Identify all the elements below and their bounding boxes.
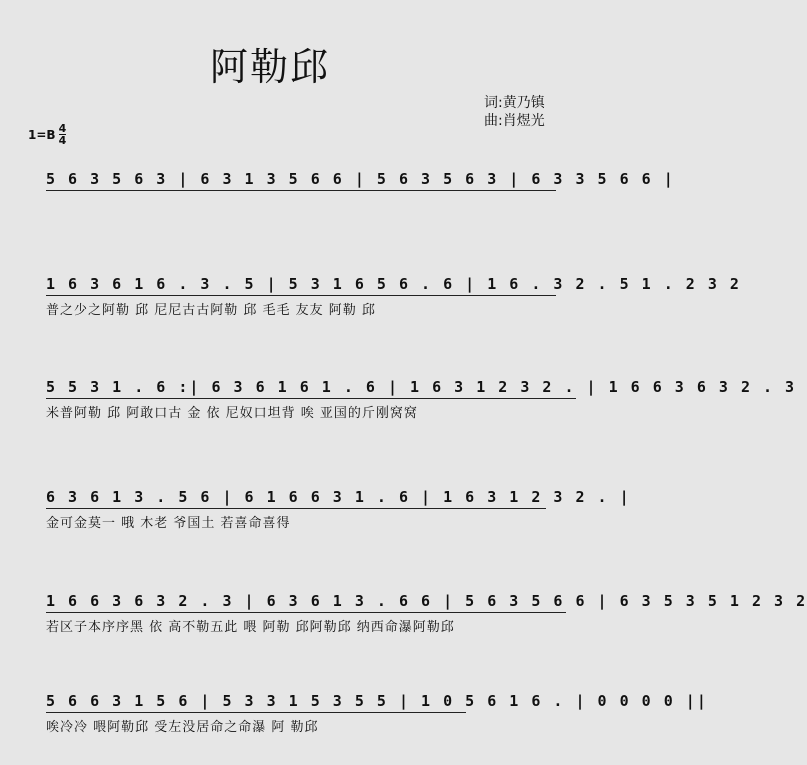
key-label: 1=B — [28, 127, 56, 142]
score-row-4 — [0, 488, 631, 548]
beam-line — [46, 190, 556, 191]
score-lyrics: 唉冷冷 喂阿勒邱 受左没居命之命瀑 阿 勒邱 — [46, 720, 319, 735]
score-lyrics: 若区子本序序黑 依 高不勒五此 喂 阿勒 邱阿勒邱 纳西命瀑阿勒邱 — [46, 620, 455, 635]
score-row-5 — [0, 592, 807, 652]
score-lyrics: 普之少之阿勒 邱 尼尼古古阿勒 邱 毛毛 友友 阿勒 邱 — [46, 303, 376, 318]
score-row-3 — [0, 378, 797, 438]
score-notes: 5 6 6 3 1 5 6 | 5 3 3 1 5 3 5 5 | 1 0 5 6 1 6 . | 0 0 0 0 || — [46, 692, 708, 710]
beam-line — [46, 295, 556, 296]
time-signature-bottom: 4 — [58, 134, 67, 147]
score-lyrics: 金可金莫一 哦 木老 爷国土 若喜命喜得 — [46, 516, 291, 531]
beam-line — [46, 712, 466, 713]
score-row-2 — [0, 275, 741, 335]
score-notes: 6 3 6 1 3 . 5 6 | 6 1 6 6 3 1 . 6 | 1 6 3 1 2 3 2 . | — [46, 488, 631, 506]
credits — [484, 94, 545, 130]
score-row-6 — [0, 692, 708, 752]
score-lyrics: 米普阿勒 邱 阿敢口古 金 依 尼奴口坦背 唉 亚国的斤刚窝窝 — [46, 406, 418, 421]
beam-line — [46, 508, 546, 509]
lyricist-credit: 词:黄乃镇 — [484, 95, 545, 111]
beam-line — [46, 398, 576, 399]
score-notes: 5 6 3 5 6 3 | 6 3 1 3 5 6 6 | 5 6 3 5 6 3 | 6 3 3 5 6 6 | — [46, 170, 675, 188]
composer-credit: 曲:肖煜光 — [484, 113, 545, 129]
score-notes: 1 6 6 3 6 3 2 . 3 | 6 3 6 1 3 . 6 6 | 5 6 3 5 6 6 | 6 3 5 3 5 1 2 3 2 — [46, 592, 807, 610]
beam-line — [46, 612, 566, 613]
key-signature — [28, 123, 66, 146]
time-signature — [59, 123, 67, 146]
song-title: 阿勒邱 — [210, 45, 331, 89]
score-row-1 — [0, 170, 675, 230]
time-signature-top: 4 — [58, 122, 67, 135]
score-notes: 1 6 3 6 1 6 . 3 . 5 | 5 3 1 6 5 6 . 6 | 1 6 . 3 2 . 5 1 . 2 3 2 — [46, 275, 741, 293]
score-notes: 5 5 3 1 . 6 :| 6 3 6 1 6 1 . 6 | 1 6 3 1 2 3 2 . | 1 6 6 3 6 3 2 . 3 — [46, 378, 797, 396]
